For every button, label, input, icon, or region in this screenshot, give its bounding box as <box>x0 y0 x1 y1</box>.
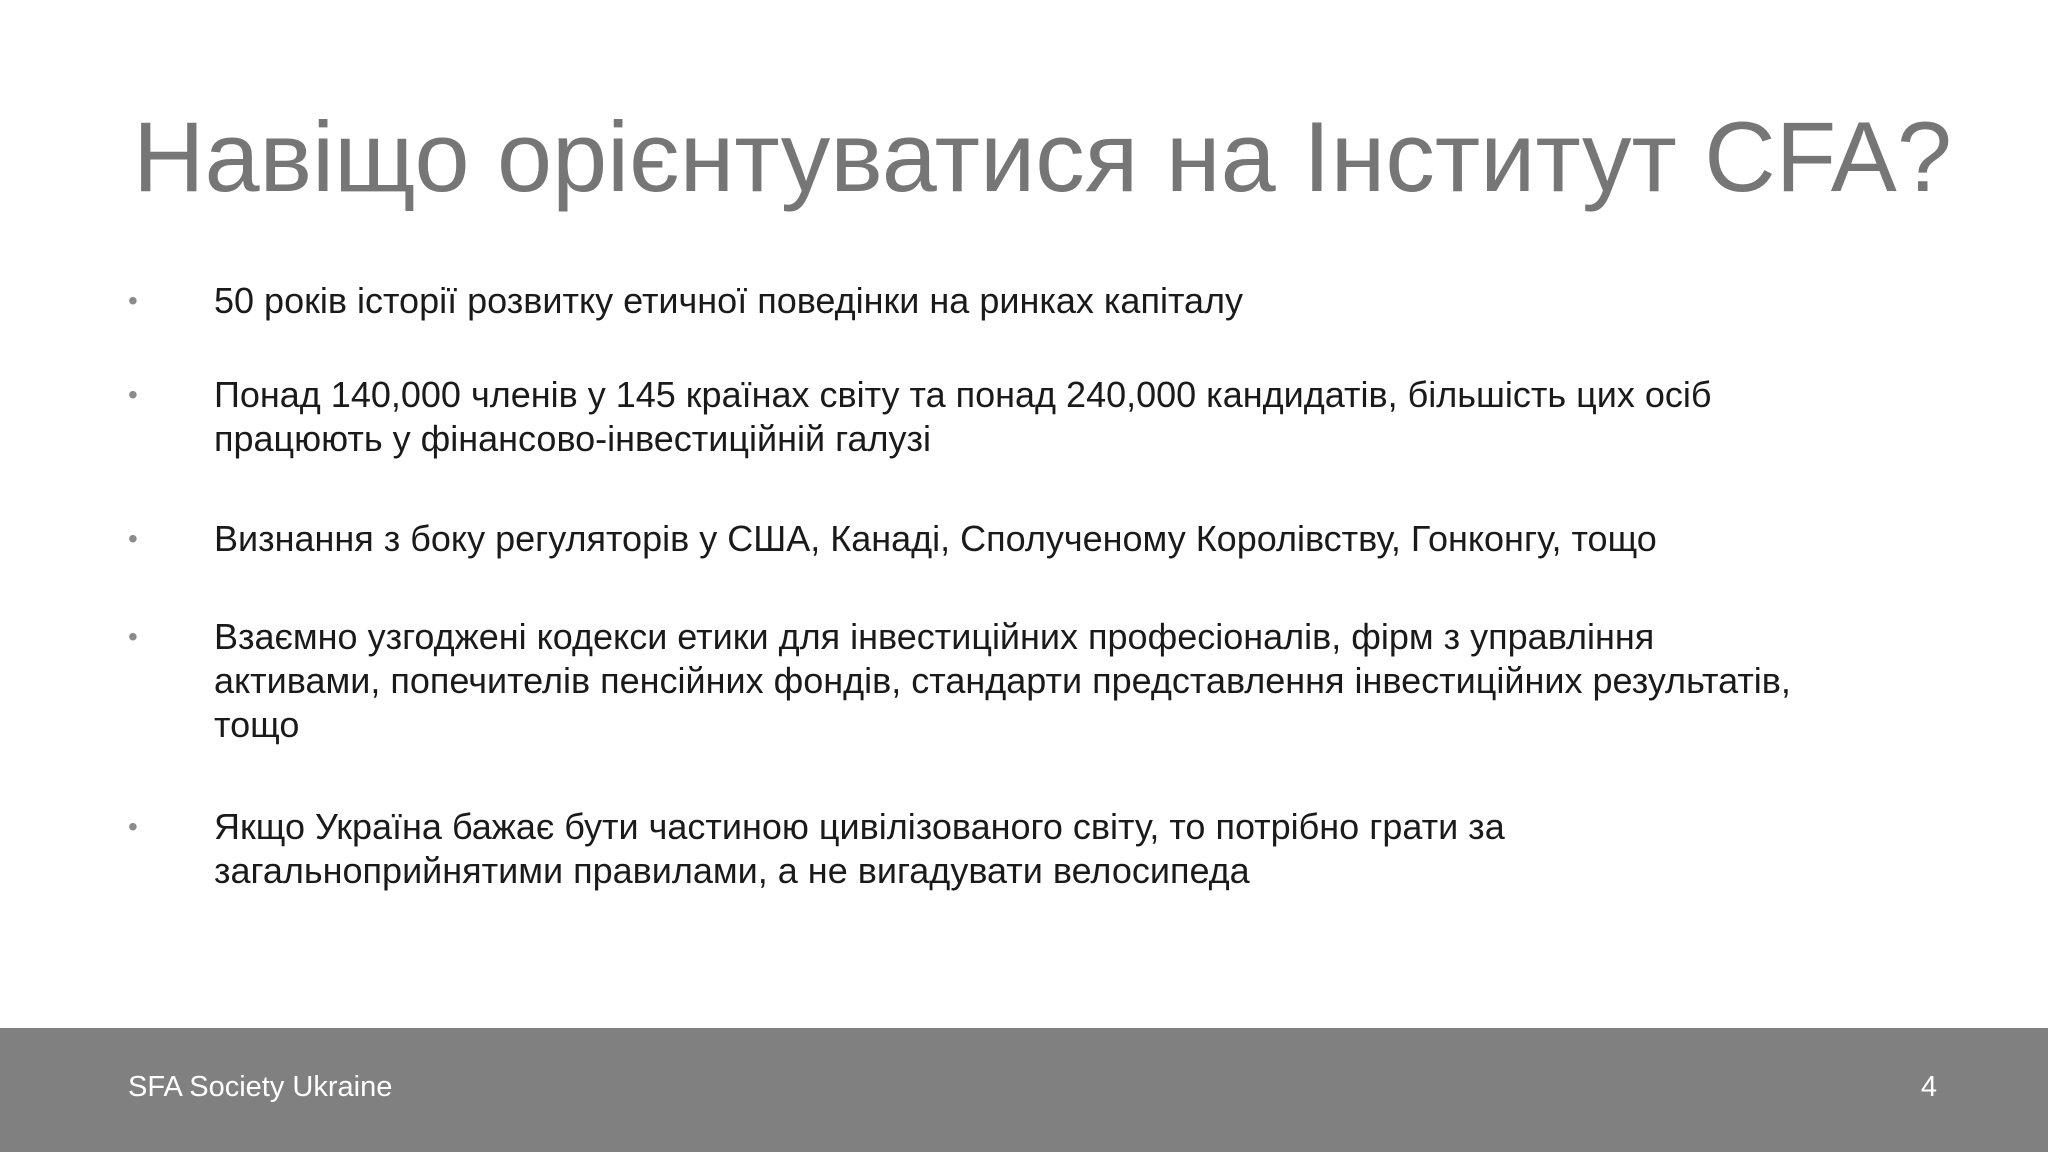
bullet-dot-icon: • <box>128 285 138 316</box>
bullet-item-3 <box>128 517 1928 561</box>
bullet-text: Понад 140,000 членів у 145 країнах світу та понад 240,000 кандидатів, більшість цих осіб працюють у фінансово-інвестиційній галузі <box>214 374 1712 459</box>
bullet-item-1 <box>128 279 1928 323</box>
bullet-dot-icon: • <box>128 621 138 652</box>
footer-organization: SFA Society Ukraine <box>128 1071 393 1103</box>
bullet-text: Визнання з боку регуляторів у США, Канаді, Сполученому Королівству, Гонконгу, тощо <box>214 518 1657 559</box>
bullet-item-2 <box>128 373 1928 461</box>
bullet-dot-icon: • <box>128 379 138 410</box>
bullet-text: 50 років історії розвитку етичної поведінки на ринках капіталу <box>214 280 1244 321</box>
bullet-dot-icon: • <box>128 811 138 842</box>
bullet-item-4 <box>128 615 1928 747</box>
bullet-text: Якщо Україна бажає бути частиною цивілізованого світу, то потрібно грати за загальноприйнятими правилами, а не вигадувати велосипеда <box>214 806 1505 891</box>
bullet-text: Взаємно узгоджені кодекси етики для інвестиційних професіоналів, фірм з управління активами, попечителів пенсійних фондів, стандарти представлення інвестиційних результатів, тощо <box>214 616 1791 745</box>
bullet-item-5 <box>128 805 1928 893</box>
page-number: 4 <box>1920 1071 1937 1103</box>
footer-bar <box>0 1028 2048 1152</box>
slide-title: Навіщо орієнтуватися на Інститут CFA? <box>133 101 1952 212</box>
bullet-dot-icon: • <box>128 523 138 554</box>
